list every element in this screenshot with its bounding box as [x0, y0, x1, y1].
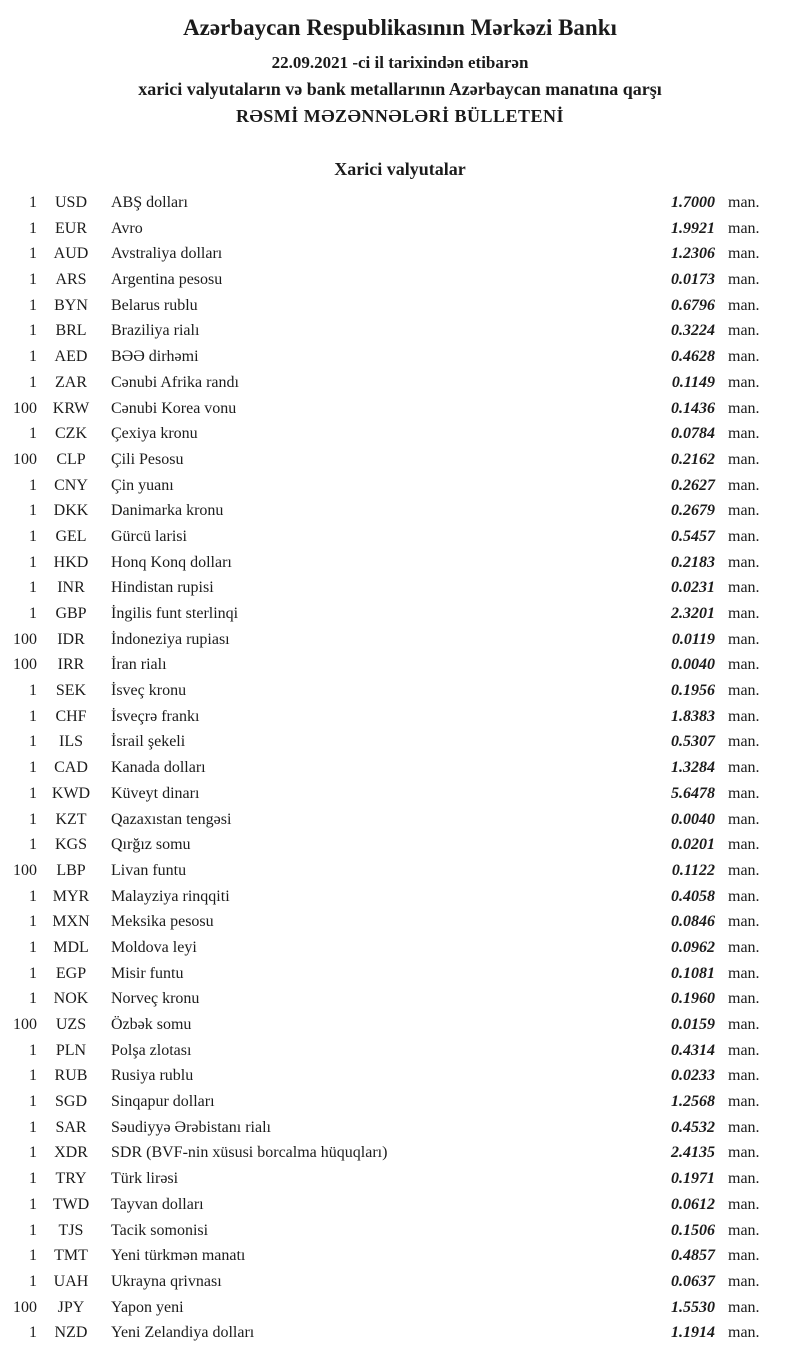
rate-row — [0, 781, 800, 807]
currency-code-cell: MXN — [52, 913, 90, 931]
quantity-cell: 1 — [29, 194, 37, 211]
quantity-cell: 1 — [29, 759, 37, 777]
currency-name-cell: Hindistan rupisi — [111, 579, 214, 597]
unit-label-cell: man. — [728, 733, 760, 751]
rate-row — [0, 1089, 800, 1115]
currency-code-cell: GEL — [55, 527, 87, 545]
unit-label-cell: man. — [728, 450, 760, 468]
rate-row — [0, 396, 800, 422]
unit-label-cell: man. — [728, 861, 760, 879]
quantity-cell: 1 — [29, 1118, 37, 1136]
currency-code-cell: IRR — [57, 656, 85, 674]
currency-name-cell: Çili Pesosu — [111, 450, 184, 468]
unit-label-cell: man. — [728, 245, 760, 263]
unit-label-cell: man. — [728, 1272, 760, 1290]
quantity-cell: 1 — [29, 476, 37, 494]
currency-name-cell: Honq Konq dolları — [111, 553, 232, 571]
currency-name-cell: Tayvan dolları — [111, 1195, 204, 1213]
currency-code-cell: ARS — [55, 271, 87, 289]
quantity-cell: 1 — [29, 682, 37, 700]
unit-label-cell: man. — [728, 707, 760, 725]
rate-value-cell: 1.5530 — [671, 1298, 715, 1316]
currency-code-cell: RUB — [54, 1067, 88, 1085]
rate-row — [0, 729, 800, 755]
currency-code-cell: KRW — [52, 399, 90, 417]
unit-label-cell: man. — [728, 373, 760, 391]
currency-code-cell: TJS — [58, 1221, 84, 1239]
currency-name-cell: Kanada dolları — [111, 759, 206, 777]
unit-label-cell: man. — [728, 810, 760, 828]
rate-value-cell: 0.3224 — [671, 322, 715, 340]
quantity-cell: 1 — [29, 579, 37, 597]
rate-value-cell: 0.4857 — [671, 1247, 715, 1265]
rate-row — [0, 190, 800, 216]
rate-value-cell: 2.3201 — [671, 605, 715, 622]
quantity-cell: 1 — [29, 605, 37, 622]
currency-code-cell: CLP — [56, 450, 86, 468]
effective-date-line: 22.09.2021 -ci il tarixindən etibarən — [271, 53, 529, 72]
rate-row — [0, 832, 800, 858]
quantity-cell: 1 — [29, 913, 37, 931]
currency-name-cell: Norveç kronu — [111, 990, 200, 1008]
currency-code-cell: CAD — [54, 759, 88, 777]
currency-name-cell: Livan funtu — [111, 861, 187, 879]
quantity-cell: 100 — [13, 399, 37, 417]
quantity-cell: 1 — [29, 1170, 37, 1188]
quantity-cell: 1 — [29, 373, 37, 391]
unit-label-cell: man. — [728, 425, 760, 443]
currency-name-cell: İsveç kronu — [111, 682, 187, 700]
rate-row — [0, 216, 800, 242]
quantity-cell: 1 — [29, 964, 37, 982]
rate-row — [0, 524, 800, 550]
rate-value-cell: 0.1149 — [671, 373, 715, 391]
rate-row — [0, 1166, 800, 1192]
quantity-cell: 1 — [29, 810, 37, 828]
rate-value-cell: 0.4532 — [671, 1118, 715, 1136]
quantity-cell: 1 — [29, 553, 37, 571]
unit-label-cell: man. — [728, 1324, 760, 1342]
currency-name-cell: Tacik somonisi — [111, 1221, 209, 1239]
rate-value-cell: 1.1914 — [671, 1324, 715, 1342]
rate-value-cell: 0.2183 — [671, 553, 715, 571]
currency-code-cell: USD — [54, 194, 87, 211]
rate-row — [0, 575, 800, 601]
unit-label-cell: man. — [728, 759, 760, 777]
currency-code-cell: CNY — [54, 476, 88, 494]
currency-name-cell: İngilis funt sterlinqi — [111, 605, 239, 622]
quantity-cell: 1 — [29, 733, 37, 751]
rate-value-cell: 0.2679 — [671, 502, 715, 520]
unit-label-cell: man. — [728, 348, 760, 366]
quantity-cell: 1 — [29, 425, 37, 443]
currency-name-cell: Qazaxıstan tengəsi — [111, 810, 232, 828]
rate-value-cell: 0.0962 — [671, 938, 715, 956]
rate-value-cell: 0.0040 — [671, 810, 715, 828]
currency-name-cell: İsveçrə frankı — [111, 707, 200, 725]
rate-value-cell: 0.5307 — [671, 733, 715, 751]
quantity-cell: 100 — [13, 861, 37, 879]
unit-label-cell: man. — [728, 194, 760, 211]
currency-name-cell: Yeni türkmən manatı — [111, 1247, 246, 1265]
rate-row — [0, 318, 800, 344]
rate-row — [0, 986, 800, 1012]
unit-label-cell: man. — [728, 502, 760, 520]
currency-code-cell: ILS — [59, 733, 83, 751]
rate-value-cell: 0.1122 — [671, 861, 715, 879]
currency-name-cell: Meksika pesosu — [111, 913, 214, 931]
rate-value-cell: 1.2306 — [671, 245, 715, 263]
unit-label-cell: man. — [728, 553, 760, 571]
currency-code-cell: LBP — [56, 861, 86, 879]
currency-name-cell: BƏƏ dirhəmi — [111, 348, 199, 366]
quantity-cell: 1 — [29, 707, 37, 725]
currency-code-cell: MDL — [53, 938, 89, 956]
currency-name-cell: Qırğız somu — [111, 836, 191, 854]
unit-label-cell: man. — [728, 1298, 760, 1316]
bulletin-header — [0, 0, 800, 130]
quantity-cell: 1 — [29, 1324, 37, 1342]
quantity-cell: 1 — [29, 784, 37, 802]
currency-code-cell: BRL — [55, 322, 87, 340]
unit-label-cell: man. — [728, 1221, 760, 1239]
rate-row — [0, 293, 800, 319]
currency-name-cell: İndoneziya rupiası — [111, 630, 230, 648]
unit-label-cell: man. — [728, 682, 760, 700]
currency-name-cell: Yapon yeni — [111, 1298, 184, 1316]
rate-value-cell: 0.4628 — [671, 348, 715, 366]
rate-value-cell: 0.5457 — [671, 527, 715, 545]
currency-code-cell: INR — [57, 579, 85, 597]
bulletin-subtitle: xarici valyutaların və bank metallarının Azərbaycan manatına qarşı — [138, 79, 662, 99]
unit-label-cell: man. — [728, 1170, 760, 1188]
rate-row — [0, 370, 800, 396]
quantity-cell: 1 — [29, 1144, 37, 1162]
currency-code-cell: JPY — [57, 1298, 85, 1316]
currency-name-cell: Türk lirəsi — [111, 1170, 179, 1188]
rate-row — [0, 1269, 800, 1295]
rate-value-cell: 0.0040 — [671, 656, 715, 674]
currency-code-cell: IDR — [57, 630, 85, 648]
unit-label-cell: man. — [728, 1144, 760, 1162]
currency-code-cell: SEK — [55, 682, 87, 700]
currency-code-cell: XDR — [54, 1144, 88, 1162]
currency-name-cell: Sinqapur dolları — [111, 1093, 215, 1111]
rate-value-cell: 0.1956 — [671, 682, 715, 700]
currency-name-cell: Yeni Zelandiya dolları — [111, 1324, 255, 1342]
currency-name-cell: Polşa zlotası — [111, 1041, 192, 1059]
currency-code-cell: EGP — [55, 964, 87, 982]
rate-row — [0, 652, 800, 678]
currency-code-cell: TMT — [54, 1247, 88, 1265]
quantity-cell: 100 — [13, 1016, 37, 1033]
quantity-cell: 1 — [29, 245, 37, 263]
currency-name-cell: Argentina pesosu — [111, 271, 223, 289]
unit-label-cell: man. — [728, 1041, 760, 1059]
quantity-cell: 1 — [29, 990, 37, 1008]
rate-value-cell: 0.1960 — [671, 990, 715, 1008]
rate-row — [0, 1218, 800, 1244]
quantity-cell: 1 — [29, 1272, 37, 1290]
unit-label-cell: man. — [728, 1195, 760, 1213]
currency-code-cell: TRY — [55, 1170, 87, 1188]
unit-label-cell: man. — [728, 476, 760, 494]
unit-label-cell: man. — [728, 938, 760, 956]
rate-row — [0, 421, 800, 447]
currency-name-cell: İsrail şekeli — [111, 733, 186, 751]
unit-label-cell: man. — [728, 913, 760, 931]
rate-row — [0, 704, 800, 730]
rate-value-cell: 0.0233 — [671, 1067, 715, 1085]
quantity-cell: 1 — [29, 1041, 37, 1059]
unit-label-cell: man. — [728, 219, 760, 237]
unit-label-cell: man. — [728, 964, 760, 982]
quantity-cell: 1 — [29, 1093, 37, 1111]
section-title-foreign-currencies: Xarici valyutalar — [334, 159, 466, 179]
rate-value-cell: 2.4135 — [671, 1144, 715, 1162]
currency-name-cell: Misir funtu — [111, 964, 184, 982]
unit-label-cell: man. — [728, 1067, 760, 1085]
quantity-cell: 1 — [29, 322, 37, 340]
exchange-rates-table — [0, 190, 800, 1346]
rate-value-cell: 0.2162 — [671, 450, 715, 468]
currency-name-cell: Çexiya kronu — [111, 425, 198, 443]
quantity-cell: 1 — [29, 271, 37, 289]
rate-value-cell: 0.0637 — [671, 1272, 715, 1290]
currency-code-cell: AED — [54, 348, 88, 366]
unit-label-cell: man. — [728, 1118, 760, 1136]
currency-code-cell: HKD — [53, 553, 89, 571]
currency-code-cell: CZK — [55, 425, 87, 443]
rate-value-cell: 0.1081 — [671, 964, 715, 982]
quantity-cell: 1 — [29, 1195, 37, 1213]
currency-name-cell: İran rialı — [111, 656, 167, 674]
rate-value-cell: 1.9921 — [671, 219, 715, 237]
rate-row — [0, 267, 800, 293]
currency-name-cell: ABŞ dolları — [111, 194, 188, 211]
rate-value-cell: 1.7000 — [671, 194, 715, 211]
rate-row — [0, 550, 800, 576]
bank-title: Azərbaycan Respublikasının Mərkəzi Bankı — [183, 15, 617, 40]
quantity-cell: 100 — [13, 630, 37, 648]
currency-name-cell: Cənubi Korea vonu — [111, 399, 237, 417]
currency-name-cell: Danimarka kronu — [111, 502, 224, 520]
rate-value-cell: 0.0201 — [671, 836, 715, 854]
currency-code-cell: PLN — [55, 1041, 87, 1059]
quantity-cell: 1 — [29, 887, 37, 905]
rate-value-cell: 0.0119 — [671, 630, 715, 648]
currency-code-cell: MYR — [52, 887, 90, 905]
quantity-cell: 100 — [13, 656, 37, 674]
rate-row — [0, 473, 800, 499]
quantity-cell: 1 — [29, 938, 37, 956]
rate-value-cell: 0.4058 — [671, 887, 715, 905]
currency-code-cell: NOK — [53, 990, 89, 1008]
currency-name-cell: Səudiyyə Ərəbistanı rialı — [111, 1118, 271, 1136]
rate-row — [0, 1295, 800, 1321]
currency-name-cell: Cənubi Afrika randı — [111, 373, 239, 391]
rate-value-cell: 0.1506 — [671, 1221, 715, 1239]
currency-code-cell: KWD — [51, 784, 91, 802]
currency-code-cell: KGS — [54, 836, 87, 854]
currency-code-cell: GBP — [55, 605, 87, 622]
unit-label-cell: man. — [728, 322, 760, 340]
unit-label-cell: man. — [728, 1247, 760, 1265]
quantity-cell: 1 — [29, 348, 37, 366]
rate-row — [0, 241, 800, 267]
rate-row — [0, 961, 800, 987]
unit-label-cell: man. — [728, 399, 760, 417]
unit-label-cell: man. — [728, 527, 760, 545]
rate-row — [0, 1140, 800, 1166]
rate-value-cell: 0.0612 — [671, 1195, 715, 1213]
currency-code-cell: SAR — [55, 1118, 87, 1136]
currency-name-cell: Ukrayna qrivnası — [111, 1272, 222, 1290]
currency-code-cell: SGD — [54, 1093, 87, 1111]
rate-value-cell: 1.3284 — [671, 759, 715, 777]
quantity-cell: 1 — [29, 1221, 37, 1239]
quantity-cell: 1 — [29, 836, 37, 854]
rate-row — [0, 807, 800, 833]
rate-row — [0, 1063, 800, 1089]
currency-name-cell: Avstraliya dolları — [111, 245, 223, 263]
quantity-cell: 100 — [13, 1298, 37, 1316]
currency-name-cell: Belarus rublu — [111, 296, 198, 314]
rate-value-cell: 0.0173 — [671, 271, 715, 289]
unit-label-cell: man. — [728, 630, 760, 648]
currency-code-cell: TWD — [52, 1195, 90, 1213]
rate-row — [0, 601, 800, 627]
unit-label-cell: man. — [728, 579, 760, 597]
rate-value-cell: 0.1971 — [671, 1170, 715, 1188]
rate-row — [0, 884, 800, 910]
rate-row — [0, 447, 800, 473]
rate-row — [0, 1115, 800, 1141]
currency-name-cell: SDR (BVF-nin xüsusi borcalma hüquqları) — [111, 1144, 388, 1162]
currency-name-cell: Rusiya rublu — [111, 1067, 194, 1085]
unit-label-cell: man. — [728, 1016, 760, 1033]
rate-value-cell: 1.8383 — [671, 707, 715, 725]
currency-name-cell: Moldova leyi — [111, 938, 197, 956]
rate-row — [0, 627, 800, 653]
rate-value-cell: 0.0846 — [671, 913, 715, 931]
rate-value-cell: 0.0231 — [671, 579, 715, 597]
rate-value-cell: 5.6478 — [671, 784, 715, 802]
currency-name-cell: Braziliya rialı — [111, 322, 200, 340]
rate-value-cell: 0.0784 — [671, 425, 715, 443]
unit-label-cell: man. — [728, 656, 760, 674]
currency-code-cell: DKK — [53, 502, 89, 520]
currency-name-cell: Malayziya rinqqiti — [111, 887, 230, 905]
rate-row — [0, 858, 800, 884]
rate-row — [0, 935, 800, 961]
currency-code-cell: BYN — [54, 296, 88, 314]
currency-name-cell: Avro — [111, 219, 143, 237]
unit-label-cell: man. — [728, 990, 760, 1008]
quantity-cell: 1 — [29, 502, 37, 520]
rate-row — [0, 1192, 800, 1218]
rate-row — [0, 755, 800, 781]
currency-name-cell: Küveyt dinarı — [111, 784, 200, 802]
unit-label-cell: man. — [728, 836, 760, 854]
rate-value-cell: 1.2568 — [671, 1093, 715, 1111]
bulletin-name: RƏSMİ MƏZƏNNƏLƏRİ BÜLLETENİ — [235, 106, 565, 126]
rate-value-cell: 0.4314 — [671, 1041, 715, 1059]
rate-row — [0, 1320, 800, 1346]
currency-code-cell: UAH — [53, 1272, 89, 1290]
rate-row — [0, 1243, 800, 1269]
rate-value-cell: 0.2627 — [671, 476, 715, 494]
currency-code-cell: CHF — [55, 707, 87, 725]
rate-row — [0, 498, 800, 524]
unit-label-cell: man. — [728, 271, 760, 289]
currency-name-cell: Çin yuanı — [111, 476, 174, 494]
unit-label-cell: man. — [728, 887, 760, 905]
unit-label-cell: man. — [728, 1093, 760, 1111]
quantity-cell: 1 — [29, 1247, 37, 1265]
currency-code-cell: AUD — [53, 245, 89, 263]
unit-label-cell: man. — [728, 605, 760, 622]
quantity-cell: 1 — [29, 527, 37, 545]
unit-label-cell: man. — [728, 784, 760, 802]
currency-code-cell: NZD — [54, 1324, 88, 1342]
currency-name-cell: Özbək somu — [111, 1016, 192, 1033]
quantity-cell: 100 — [13, 450, 37, 468]
quantity-cell: 1 — [29, 219, 37, 237]
rate-value-cell: 0.1436 — [671, 399, 715, 417]
rate-row — [0, 909, 800, 935]
currency-code-cell: UZS — [55, 1016, 87, 1033]
unit-label-cell: man. — [728, 296, 760, 314]
quantity-cell: 1 — [29, 1067, 37, 1085]
currency-code-cell: KZT — [55, 810, 87, 828]
rate-value-cell: 0.6796 — [671, 296, 715, 314]
currency-code-cell: ZAR — [55, 373, 87, 391]
rate-row — [0, 1038, 800, 1064]
rate-row — [0, 344, 800, 370]
quantity-cell: 1 — [29, 296, 37, 314]
rate-row — [0, 1012, 800, 1038]
rate-row — [0, 678, 800, 704]
currency-code-cell: EUR — [55, 219, 87, 237]
currency-name-cell: Gürcü larisi — [111, 527, 187, 545]
rate-value-cell: 0.0159 — [671, 1016, 715, 1033]
